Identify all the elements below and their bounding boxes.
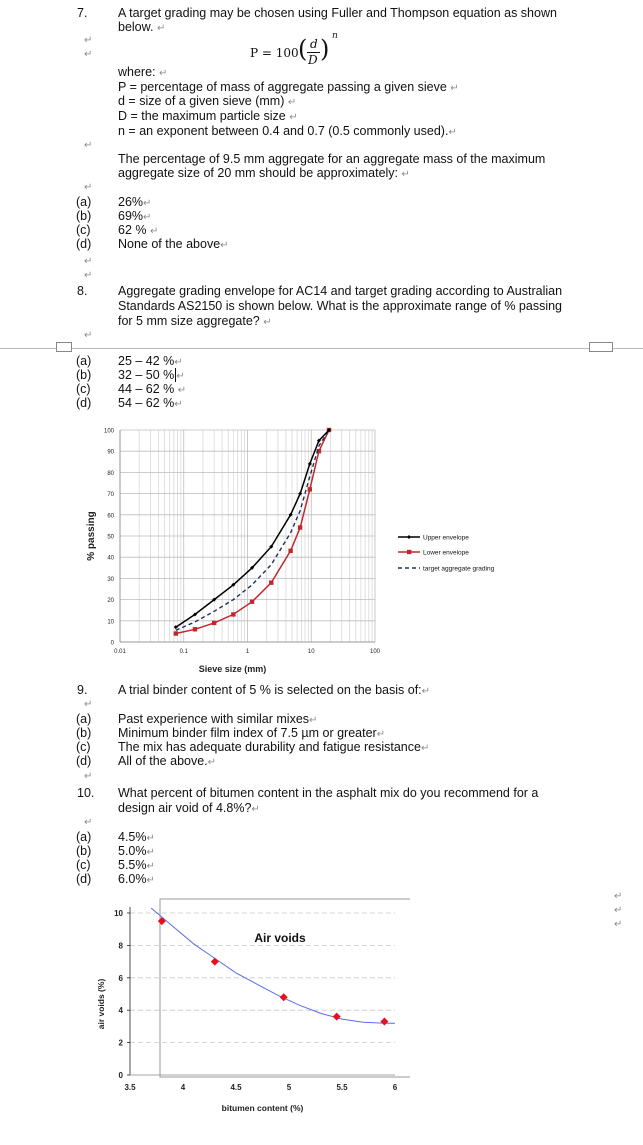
y-tick-label: 10: [107, 619, 114, 626]
paragraph-mark: ↵: [84, 182, 93, 193]
y-tick-label: 6: [118, 973, 123, 983]
legend-label: target aggregate grading: [423, 565, 495, 573]
x-tick-label: 4: [180, 1083, 186, 1092]
equation-paren: ): [320, 35, 330, 63]
x-tick-label: 3.5: [124, 1083, 136, 1092]
y-tick-label: 60: [107, 513, 114, 520]
option-text[interactable]: 54 – 62 %↵: [118, 396, 183, 410]
option-text[interactable]: The mix has adequate durability and fatigue resistance↵: [118, 740, 430, 754]
y-tick-label: 8: [118, 941, 123, 951]
data-point: [211, 958, 219, 966]
question-text: The percentage of 9.5 mm aggregate for an aggregate mass of the maximum: [118, 152, 546, 166]
data-point-lower: [193, 627, 197, 631]
x-tick-label: 4.5: [230, 1083, 242, 1092]
y-tick-label: 40: [107, 555, 114, 562]
paragraph-mark: ↵: [84, 35, 93, 46]
y-tick-label: 80: [107, 470, 114, 477]
y-tick-label: 100: [103, 428, 114, 435]
option-text[interactable]: All of the above.↵: [118, 754, 217, 768]
equation-numerator: d: [310, 37, 318, 51]
x-axis-label: bitumen content (%): [221, 1103, 304, 1113]
data-point: [280, 993, 288, 1001]
data-point-lower: [212, 621, 216, 625]
y-axis-label: % passing: [86, 511, 97, 561]
paragraph-mark: ↵: [84, 140, 93, 151]
fitted-curve: [151, 908, 395, 1023]
option-letter: (c): [76, 382, 91, 396]
data-point-lower: [250, 600, 254, 604]
data-point-lower: [288, 549, 292, 553]
definition-line: d = size of a given sieve (mm) ↵: [118, 94, 297, 108]
question-text: Aggregate grading envelope for AC14 and target grading according to Australian: [118, 284, 563, 298]
question-number: 7.: [77, 6, 88, 20]
definition-line: n = an exponent between 0.4 and 0.7 (0.5 commonly used).↵: [118, 124, 457, 138]
option-text[interactable]: None of the above↵: [118, 237, 229, 251]
legend-label: Lower envelope: [423, 549, 469, 557]
question-text: below. ↵: [118, 20, 166, 34]
paragraph-mark: ↵: [84, 771, 93, 782]
option-letter: (a): [76, 712, 92, 726]
definition-line: P = percentage of mass of aggregate passing a given sieve ↵: [118, 80, 459, 94]
x-axis-label: Sieve size (mm): [198, 664, 267, 674]
x-tick-label: 10: [307, 649, 315, 655]
option-letter: (d): [76, 754, 92, 768]
equation-lhs: P = 100: [250, 46, 299, 60]
option-text[interactable]: Minimum binder film index of 7.5 µm or greater↵: [118, 726, 386, 740]
option-text[interactable]: 26%↵: [118, 195, 152, 209]
y-axis-label: air voids (%): [96, 978, 106, 1030]
option-text[interactable]: 6.0%↵: [118, 872, 155, 886]
question-text: for 5 mm size aggregate? ↵: [118, 314, 272, 328]
y-tick-label: 70: [107, 492, 114, 499]
plot-area-border: [160, 899, 410, 1077]
question-text: Standards AS2150 is shown below. What is the approximate range of % passing: [118, 299, 563, 313]
paragraph-mark: ↵: [614, 891, 623, 902]
option-letter: (c): [76, 740, 91, 754]
option-text[interactable]: 32 – 50 % ↵: [118, 368, 185, 382]
y-tick-label: 4: [118, 1006, 123, 1016]
y-tick-label: 90: [107, 449, 114, 456]
y-tick-label: 0: [110, 640, 114, 647]
question-text: design air void of 4.8%?↵: [118, 801, 260, 815]
option-letter: (a): [76, 830, 92, 844]
paragraph-mark: ↵: [84, 699, 93, 710]
x-tick-label: 0.1: [179, 649, 188, 655]
option-text[interactable]: 5.0%↵: [118, 844, 155, 858]
y-tick-label: 20: [107, 598, 114, 605]
question-text: aggregate size of 20 mm should be approximately: ↵: [118, 166, 410, 180]
option-letter: (d): [76, 237, 92, 251]
y-tick-label: 0: [118, 1071, 123, 1080]
equation-denominator: D: [308, 53, 318, 67]
option-text[interactable]: 5.5%↵: [118, 858, 155, 872]
grading-chart: [80, 420, 520, 685]
option-letter: (d): [76, 872, 92, 886]
option-text[interactable]: 69%↵: [118, 209, 152, 223]
definition-line: D = the maximum particle size ↵: [118, 109, 298, 123]
x-tick-label: 6: [392, 1083, 398, 1092]
data-point-lower: [308, 487, 312, 491]
x-tick-label: 100: [369, 649, 381, 655]
data-point-lower: [298, 525, 302, 529]
paragraph-mark: ↵: [614, 905, 623, 916]
option-text[interactable]: Past experience with similar mixes↵: [118, 712, 318, 726]
option-letter: (b): [76, 844, 92, 858]
where-label: where: ↵: [118, 65, 168, 79]
question-number: 9.: [77, 683, 88, 697]
y-tick-label: 50: [107, 534, 114, 541]
x-tick-label: 5: [286, 1083, 292, 1092]
option-text[interactable]: 25 – 42 %↵: [118, 354, 183, 368]
legend-label: Upper envelope: [423, 534, 469, 542]
paragraph-mark: ↵: [84, 817, 93, 828]
chart-title: Air voids: [254, 931, 306, 945]
paragraph-mark: ↵: [84, 270, 93, 281]
question-number: 10.: [77, 786, 95, 800]
table-border-line: [0, 348, 643, 349]
option-letter: (c): [76, 223, 91, 237]
paragraph-mark: ↵: [84, 330, 93, 341]
series-line-upper-envelope: [176, 430, 329, 627]
question-text: A target grading may be chosen using Fuller and Thompson equation as shown: [118, 6, 557, 20]
data-point: [333, 1013, 341, 1021]
data-point: [380, 1018, 388, 1026]
legend-marker: [407, 550, 411, 554]
option-text[interactable]: 4.5%↵: [118, 830, 155, 844]
y-tick-label: 30: [107, 576, 114, 583]
fuller-equation: [250, 31, 338, 69]
paragraph-mark: ↵: [84, 256, 93, 267]
paragraph-mark: ↵: [614, 919, 623, 930]
option-letter: (b): [76, 368, 92, 382]
equation-paren: (: [298, 35, 308, 63]
data-point-lower: [231, 612, 235, 616]
option-letter: (b): [76, 209, 92, 223]
air-voids-chart: [90, 895, 410, 1125]
legend-marker: [407, 535, 411, 539]
data-point-lower: [174, 631, 178, 635]
y-tick-label: 2: [118, 1038, 123, 1048]
x-tick-label: 1: [245, 649, 250, 655]
y-tick-label: 10: [114, 909, 123, 918]
question-number: 8.: [77, 284, 88, 298]
table-resize-handle[interactable]: [589, 342, 613, 352]
x-tick-label: 0.01: [114, 649, 126, 655]
option-letter: (d): [76, 396, 92, 410]
data-point-lower: [269, 580, 273, 584]
equation-exponent: n: [332, 31, 338, 41]
option-letter: (a): [76, 354, 92, 368]
question-text: A trial binder content of 5 % is selected on the basis of:↵: [118, 683, 431, 697]
option-letter: (a): [76, 195, 92, 209]
question-text: What percent of bitumen content in the asphalt mix do you recommend for a: [118, 786, 539, 800]
paragraph-mark: ↵: [84, 49, 93, 60]
option-letter: (b): [76, 726, 92, 740]
table-move-handle[interactable]: [56, 342, 72, 352]
data-point: [158, 917, 166, 925]
option-letter: (c): [76, 858, 91, 872]
option-text[interactable]: 44 – 62 % ↵: [118, 382, 187, 396]
option-text[interactable]: 62 % ↵: [118, 223, 159, 237]
x-tick-label: 5.5: [336, 1083, 348, 1092]
